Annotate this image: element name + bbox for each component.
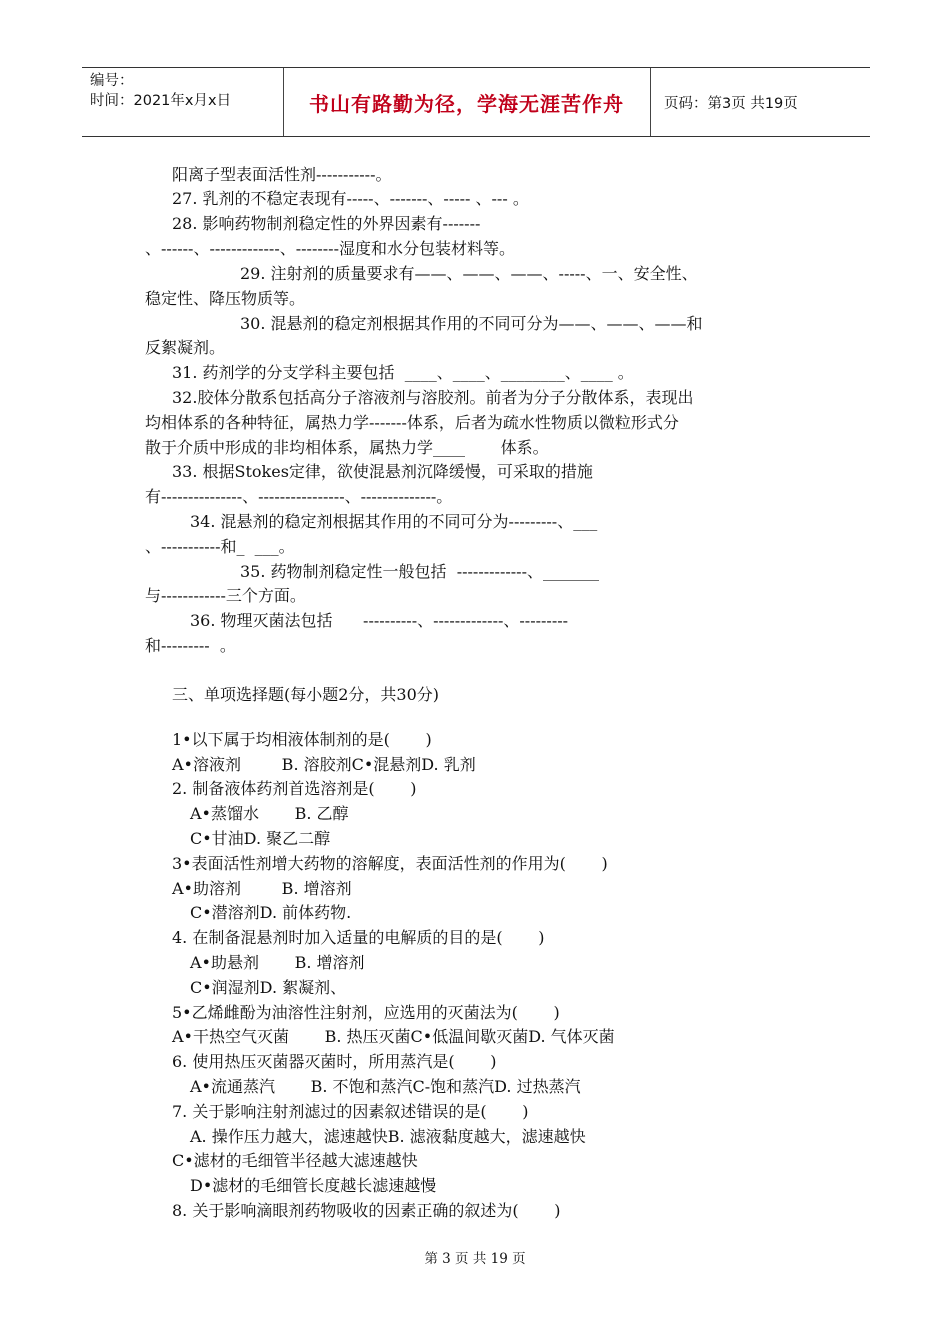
text-line: 33. 根据Stokes定律，欲使混悬剂沉降缓慢，可采取的措施	[172, 462, 593, 481]
question: 1•以下属于均相液体制剂的是( )	[172, 730, 432, 749]
header-divider	[650, 68, 651, 136]
question-options: A•助溶剂 B. 增溶剂	[172, 879, 352, 898]
header-page-info: 页码：第3页 共19页	[664, 96, 798, 112]
text-line: 和--------- 。	[145, 636, 236, 655]
text-line: 阳离子型表面活性剂-----------。	[172, 165, 392, 184]
question-options: D•滤材的毛细管长度越长滤速越慢	[190, 1176, 437, 1195]
question-options: C•润湿剂D. 絮凝剂、	[190, 978, 347, 997]
text-line: 有---------------、----------------、--------------。	[145, 487, 453, 506]
header-meta	[90, 71, 231, 111]
page-footer: 第 3 页 共 19 页	[424, 1251, 526, 1267]
text-line: 28. 影响药物制剂稳定性的外界因素有-------	[172, 214, 481, 233]
text-line: 30. 混悬剂的稳定剂根据其作用的不同可分为——、——、——和	[240, 314, 703, 333]
question-options: A•流通蒸汽 B. 不饱和蒸汽C-饱和蒸汽D. 过热蒸汽	[190, 1077, 581, 1096]
text-line: 29. 注射剂的质量要求有——、——、——、-----、一、安全性、	[240, 264, 698, 283]
question: 8. 关于影响滴眼剂药物吸收的因素正确的叙述为( )	[172, 1201, 561, 1220]
text-line: 反絮凝剂。	[145, 338, 226, 357]
text-line: 27. 乳剂的不稳定表现有-----、-------、----- 、--- 。	[172, 189, 529, 208]
question-options: C•滤材的毛细管半径越大滤速越快	[172, 1151, 418, 1170]
text-line: 均相体系的各种特征，属热力学-------体系，后者为疏水性物质以微粒形式分	[145, 413, 679, 432]
question: 3•表面活性剂增大药物的溶解度，表面活性剂的作用为( )	[172, 854, 608, 873]
question: 5•乙烯雌酚为油溶性注射剂，应选用的灭菌法为( )	[172, 1003, 560, 1022]
page-header	[82, 67, 870, 137]
text-line: 散于介质中形成的非均相体系，属热力学____ 体系。	[145, 438, 549, 457]
question: 7. 关于影响注射剂滤过的因素叙述错误的是( )	[172, 1102, 529, 1121]
text-line: 31. 药剂学的分支学科主要包括 ____、____、________、____ 。	[172, 363, 634, 382]
text-line: 36. 物理灭菌法包括 ----------、-------------、---------	[190, 611, 569, 630]
text-line: 32.胶体分散系包括高分子溶液剂与溶胶剂。前者为分子分散体系，表现出	[172, 388, 694, 407]
question: 4. 在制备混悬剂时加入适量的电解质的目的是( )	[172, 928, 545, 947]
number-label: 编号：	[90, 73, 134, 89]
text-line: 、-----------和_ ___。	[145, 537, 295, 556]
text-line: 34. 混悬剂的稳定剂根据其作用的不同可分为---------、___	[190, 512, 598, 531]
text-line: 与------------三个方面。	[145, 586, 306, 605]
question-options: A•干热空气灭菌 B. 热压灭菌C•低温间歇灭菌D. 气体灭菌	[172, 1027, 615, 1046]
question-options: A•蒸馏水 B. 乙醇	[190, 804, 349, 823]
question-options: A•助悬剂 B. 增溶剂	[190, 953, 365, 972]
question: 2. 制备液体药剂首选溶剂是( )	[172, 779, 417, 798]
header-motto: 书山有路勤为径，学海无涯苦作舟	[309, 91, 624, 116]
time-label: 时间：2021年x月x日	[90, 93, 232, 109]
question-options: C•潜溶剂D. 前体药物.	[190, 903, 352, 922]
text-line: 、------、-------------、--------湿度和水分包装材料等。	[145, 239, 515, 258]
text-line: 稳定性、降压物质等。	[145, 289, 306, 308]
question: 6. 使用热压灭菌器灭菌时，所用蒸汽是( )	[172, 1052, 497, 1071]
question-options: A. 操作压力越大，滤速越快B. 滤液黏度越大，滤速越快	[190, 1127, 586, 1146]
question-options: C•甘油D. 聚乙二醇	[190, 829, 331, 848]
question-options: A•溶液剂 B. 溶胶剂C•混悬剂D. 乳剂	[172, 755, 476, 774]
text-line: 35. 药物制剂稳定性一般包括 -------------、_______	[240, 562, 599, 581]
section-heading: 三、单项选择题(每小题2分，共30分)	[172, 685, 440, 704]
